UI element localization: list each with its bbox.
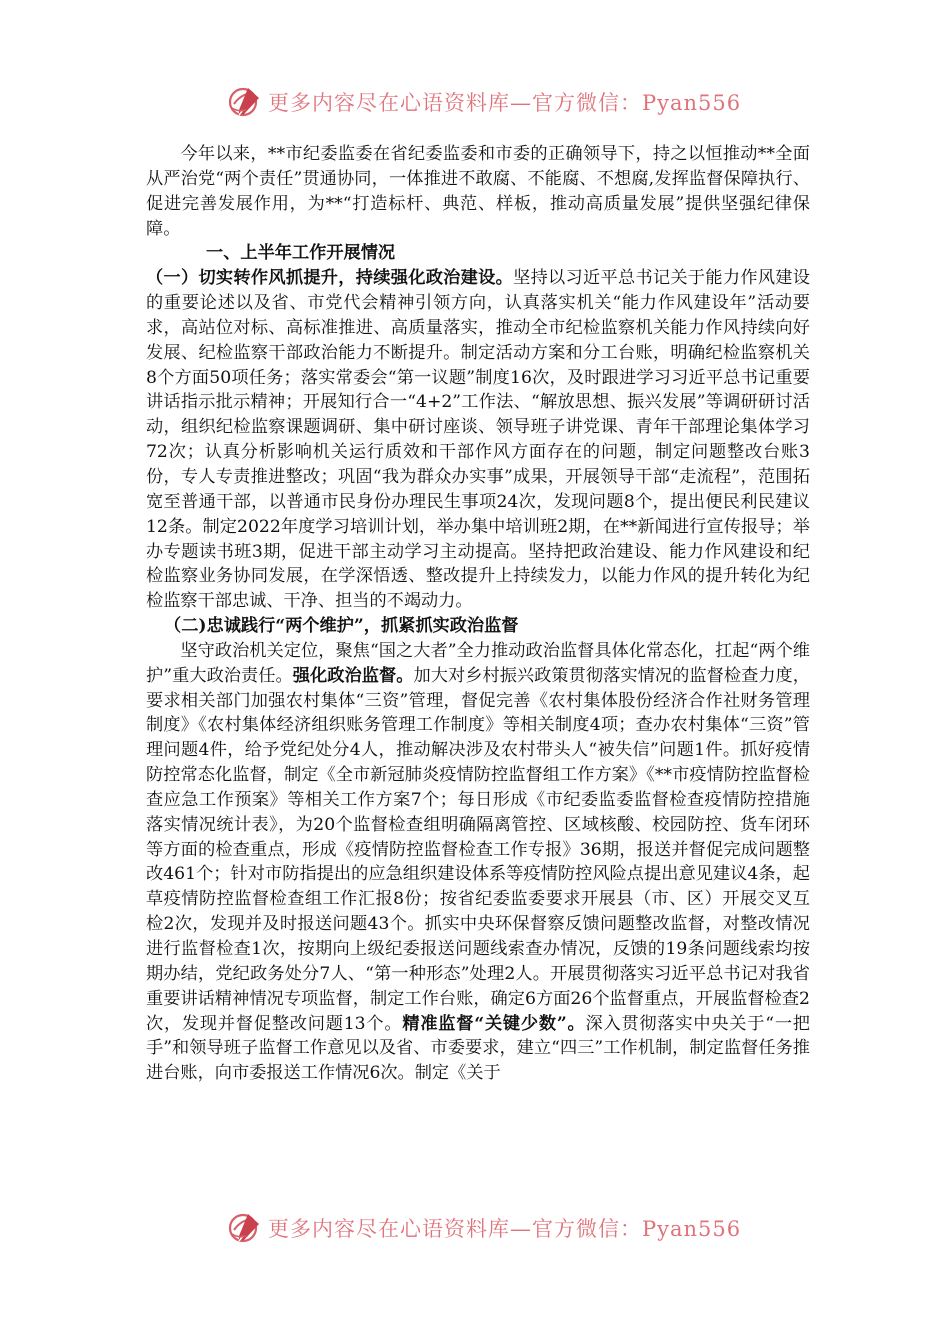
subsection-2-intro: 坚守政治机关定位，聚焦“国之大者”全力推动政治监督具体化常态化，扛起“两个维护”重大政治责任。: [146, 640, 810, 686]
subsection-2-paragraph: [146, 639, 810, 1086]
intro-paragraph: 今年以来，**市纪委监委在省纪委监委和市委的正确领导下，持之以恒推动**全面从严治党“两个责任”贯通协同，一体推进不敢腐、不能腐、不想腐,发挥监督保障执行、促进完善发展作用，为**“打造标杆、典范、样板，推动高质量发展”提供坚强纪律保障。: [146, 144, 810, 239]
subsection-1-body: 坚持以习近平总书记关于能力作风建设的重要论述以及省、市党代会精神引领方向，认真落实机关“能力作风建设年”活动要求，高站位对标、高标准推进、高质量落实，推动全市纪检监察机关能力作风持续向好发展、纪检监察干部政治能力不断提升。制定活动方案和分工台账，明确纪检监察机关8个方面50项任务；落实常委会“第一议题”制度16次，及时跟进学习习近平总书记重要讲话指示批示精神；开展知行合一“4+2”工作法、“解放思想、振兴发展”等调研研讨活动，组织纪检监察课题调研、集中研讨座谈、领导班子讲党课、青年干部理论集体学习72次；认真分析影响机关运行质效和干部作风方面存在的问题，制定问题整改台账3份，专人专责推进整改；巩固“我为群众办实事”成果，开展领导干部“走流程”，范围拓宽至普通干部，以普通市民身份办理民生事项24次，发现问题8个，提出便民利民建议12条。制定2022年度学习培训计划，举办集中培训班2期，在**新闻进行宣传报导；举办专题读书班3期，促进干部主动学习主动提高。坚持把政治建设、能力作风建设和纪检监察业务协同发展，在学深悟透、整改提升上持续发力，以能力作风的提升转化为纪检监察干部忠诚、干净、担当的不竭动力。: [146, 268, 810, 612]
lead-phrase-key-minority: 精准监督“关键少数”。: [402, 1013, 586, 1034]
watermark-banner-bottom: [226, 1208, 746, 1248]
pen-logo-icon: [226, 1210, 262, 1246]
section-heading: 一、上半年工作开展情况: [206, 243, 396, 264]
subsection-2-continuation: 深入贯彻落实中央关于“一把手”和领导班子监督工作意见以及省、市委要求，建立“四三”工作机制，制定监督任务推进台账，向市委报送工作情况6次。制定《关于: [146, 1013, 810, 1084]
watermark-banner-top: [226, 82, 746, 122]
subsection-2-body: 加大对乡村振兴政策贯彻落实情况的监督检查力度，要求相关部门加强农村集体“三资”管理，督促完善《农村集体股份经济合作社财务管理制度》《农村集体经济组织账务管理工作制度》等相关制度4项；查办农村集体“三资”管理问题4件，给予党纪处分4人，推动解决涉及农村带头人“被失信”问题1件。抓好疫情防控常态化监督，制定《全市新冠肺炎疫情防控监督组工作方案》《**市疫情防控监督检查应急工作预案》等相关工作方案7个；每日形成《市纪委监委监督检查疫情防控措施落实情况统计表》，为20个监督检查组明确隔离管控、区域核酸、校园防控、货车闭环等方面的检查重点，形成《疫情防控监督检查工作专报》36期，报送并督促完成问题整改461个；针对市防指提出的应急组织建设体系等疫情防控风险点提出意见建议4条，起草疫情防控监督检查组工作汇报8份；按省纪委监委要求开展县（市、区）开展交叉互检2次，发现并及时报送问题43个。抓实中央环保督察反馈问题整改监督，对整改情况进行监督检查1次，按期向上级纪委报送问题线索查办情况，反馈的19条问题线索均按期办结，党纪政务处分7人、“第一种形态”处理2人。开展贯彻落实习近平总书记对我省重要讲话精神情况专项监督，制定工作台账，确定6方面26个监督重点，开展监督检查2次，发现并督促整改问题13个。: [146, 665, 810, 1034]
subsection-2-heading: （二)忠诚践行“两个维护”，抓紧抓实政治监督: [164, 616, 519, 637]
watermark-text: 更多内容尽在心语资料库—官方微信：Pyan556: [268, 91, 742, 115]
pen-logo-icon: [226, 84, 262, 120]
lead-phrase-political-supervision: 强化政治监督。: [292, 665, 414, 686]
document-body: [146, 142, 810, 1086]
subsection-1-paragraph: [146, 266, 810, 614]
watermark-text: 更多内容尽在心语资料库—官方微信：Pyan556: [268, 1217, 742, 1241]
subsection-1-heading: （一）切实转作风抓提升，持续强化政治建设。: [146, 268, 514, 289]
